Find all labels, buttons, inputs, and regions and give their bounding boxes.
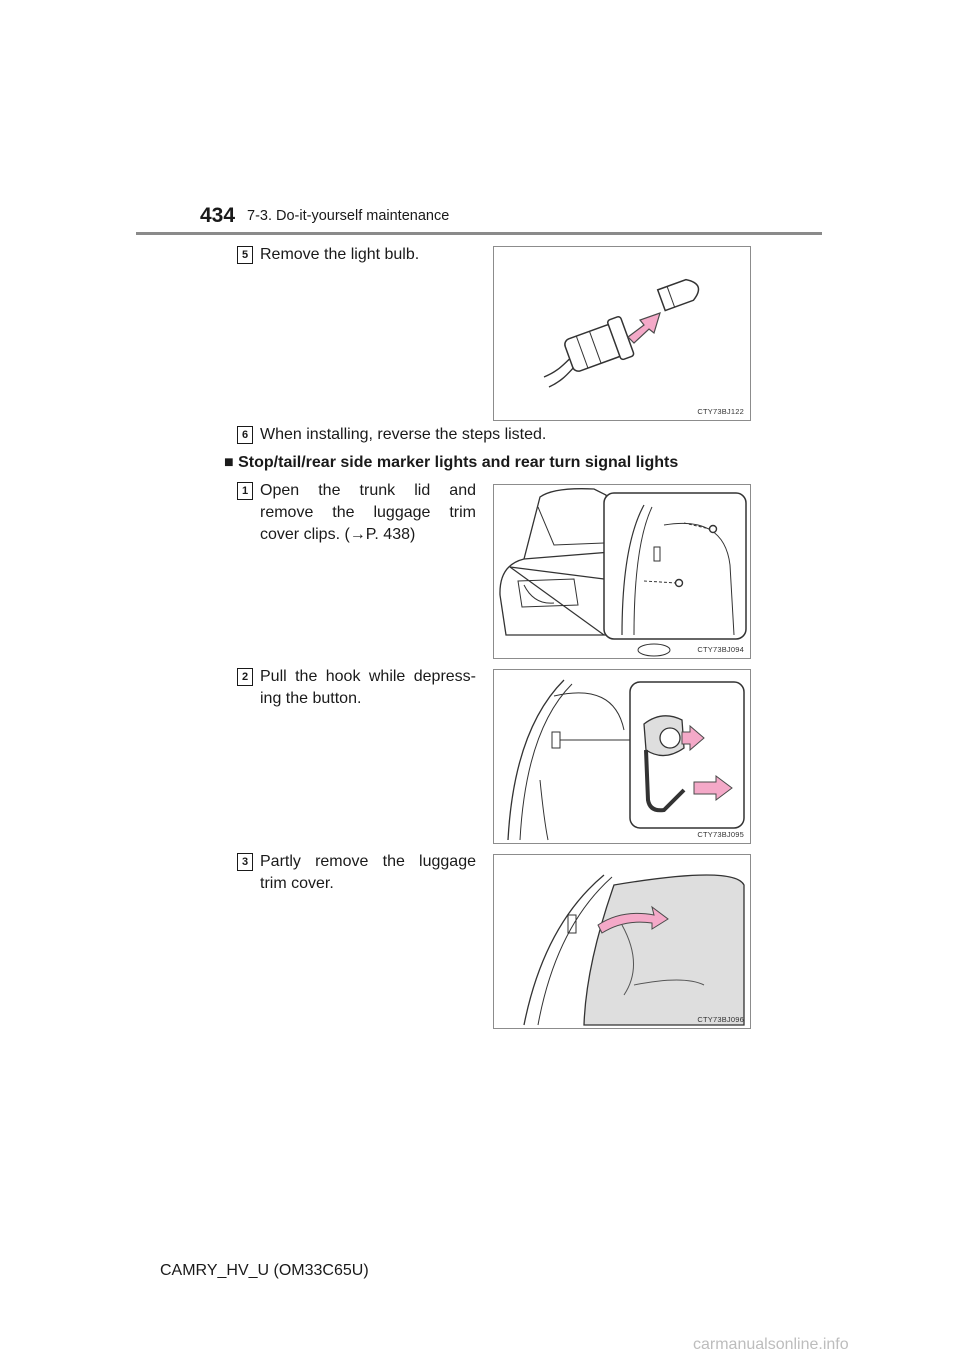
- hook-illustration: [494, 670, 750, 843]
- figure-code: CTY73BJ095: [697, 830, 744, 839]
- heading-bullet-icon: ■: [224, 454, 234, 471]
- step-2-badge: 2: [237, 668, 253, 686]
- step-5-badge: 5: [237, 246, 253, 264]
- trunk-clips-figure: [493, 484, 751, 659]
- step-6-badge: 6: [237, 426, 253, 444]
- step-1-line: cover clips. (→P. 438): [260, 526, 416, 543]
- clip-icon: [676, 580, 683, 587]
- header-divider: [136, 232, 822, 235]
- step-1-text: [260, 480, 476, 546]
- reference-arrow-icon: →: [349, 526, 366, 543]
- step-1-line: remove the luggage trim: [260, 504, 476, 521]
- trim-cover-illustration: [494, 855, 750, 1028]
- bulb-removal-illustration: [494, 247, 750, 420]
- step-1-line: Open the trunk lid and: [260, 482, 476, 499]
- step-3-badge: 3: [237, 853, 253, 871]
- section-heading: [224, 454, 678, 472]
- step-2-line: Pull the hook while depress-: [260, 668, 476, 685]
- clip-icon: [710, 526, 717, 533]
- step-6-text: When installing, reverse the steps listed.: [260, 426, 547, 443]
- trunk-illustration: [494, 485, 750, 658]
- heading-text: Stop/tail/rear side marker lights and rear turn signal lights: [238, 454, 679, 471]
- figure-code: CTY73BJ094: [697, 645, 744, 654]
- pull-arrow-icon: [628, 313, 660, 343]
- bulb-removal-figure: [493, 246, 751, 421]
- step-3-text: [260, 851, 476, 895]
- figure-code: CTY73BJ122: [697, 407, 744, 416]
- section-title: 7-3. Do-it-yourself maintenance: [247, 208, 450, 224]
- step-2-line: ing the button.: [260, 690, 362, 707]
- page-number: 434: [200, 204, 236, 227]
- manual-id: CAMRY_HV_U (OM33C65U): [160, 1262, 369, 1279]
- step-5-text: Remove the light bulb.: [260, 246, 420, 263]
- hook-release-figure: [493, 669, 751, 844]
- page-reference: P. 438): [365, 526, 416, 543]
- figure-code: CTY73BJ096: [697, 1015, 744, 1024]
- step-1-badge: 1: [237, 482, 253, 500]
- step-3-line: trim cover.: [260, 875, 334, 892]
- step-2-text: [260, 666, 476, 710]
- step-3-line: Partly remove the luggage: [260, 853, 476, 870]
- trim-cover-figure: [493, 854, 751, 1029]
- watermark: carmanualsonline.info: [693, 1336, 849, 1353]
